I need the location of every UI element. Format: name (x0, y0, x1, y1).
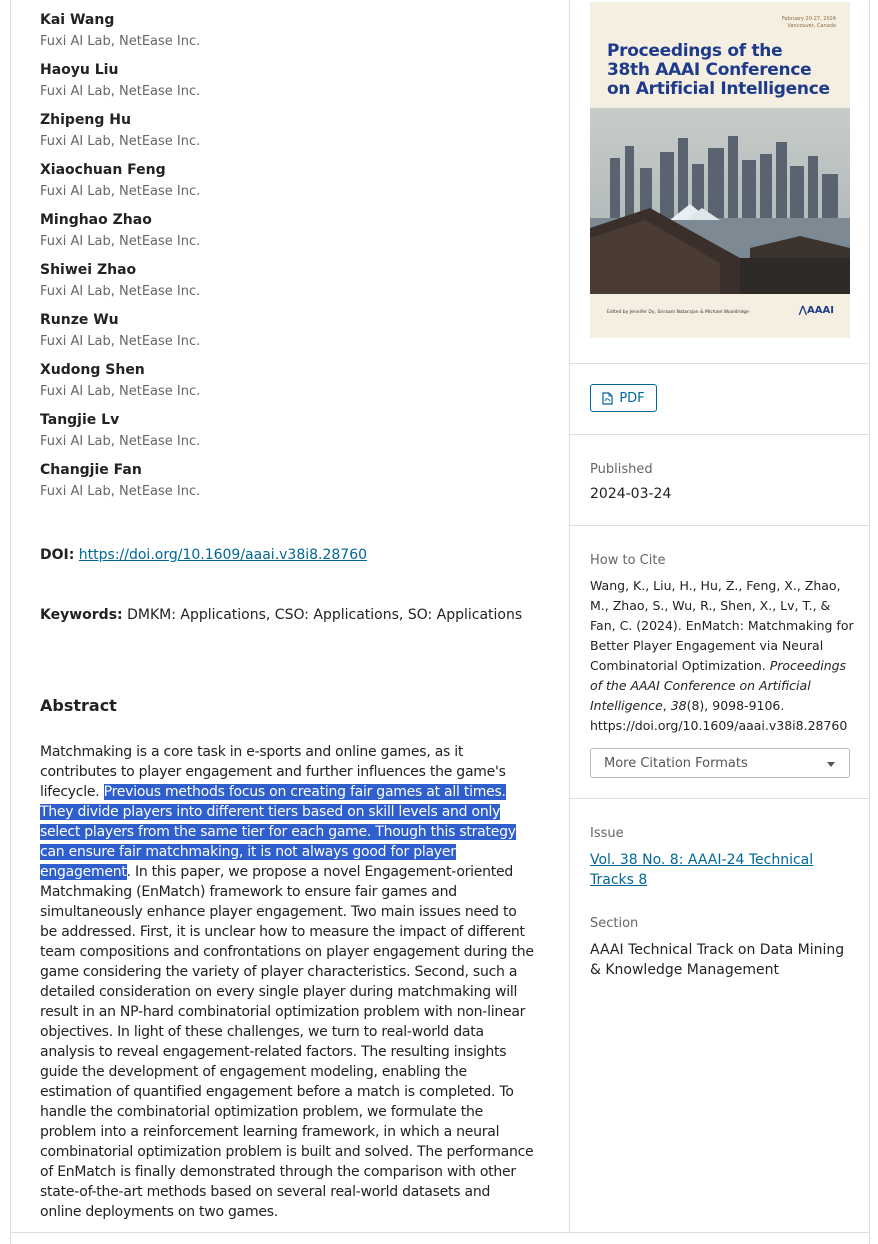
citation-formats-label: More Citation Formats (604, 755, 748, 771)
author-item (40, 100, 540, 150)
bottom-divider (10, 1232, 870, 1233)
author-name: Changjie Fan (40, 462, 142, 478)
keywords-row (40, 607, 522, 623)
abstract-selected-text: Previous methods focus on creating fair games at all times. They divide players into different tiers based on skill levels and only select players from the same tier for each game. Though this strategy can ensure fair matchmaking, it is not always good for player engagement (40, 784, 516, 880)
author-affiliation: Fuxi AI Lab, NetEase Inc. (40, 284, 201, 299)
author-affiliation: Fuxi AI Lab, NetEase Inc. (40, 334, 201, 349)
section-value: AAAI Technical Track on Data Mining & Knowledge Management (590, 942, 845, 978)
author-item (40, 450, 540, 500)
author-item (40, 350, 540, 400)
citation-text: Wang, K., Liu, H., Hu, Z., Feng, X., Zhao, M., Zhao, S., Wu, R., Shen, X., Lv, T., & Fan, C. (2024). EnMatch: Matchmaking for Better Player Engagement via Neural Combinatorial Optimization. Proceedings of the AAAI Conference on Artificial Intelligence, 38(8), 9098-9106. https://doi.org/10.1609/aaai.v38i8.28760 (590, 578, 854, 733)
sidebar-divider (570, 434, 870, 435)
author-name: Haoyu Liu (40, 62, 119, 78)
aaai-logo-icon: ⋀ (798, 305, 808, 316)
abstract-text-before: Matchmaking is a core task in e-sports and online games, as it contributes to player engagement and further influences the game's lifecycle. (40, 744, 506, 800)
author-item (40, 300, 540, 350)
cover-skyline-photo (590, 108, 850, 294)
pdf-button-label: PDF (619, 390, 645, 406)
author-name: Xiaochuan Feng (40, 162, 166, 178)
abstract-heading: Abstract (40, 696, 117, 715)
author-item (40, 0, 540, 50)
chevron-down-icon (827, 762, 835, 767)
author-name: Shiwei Zhao (40, 262, 137, 278)
published-label: Published (590, 462, 653, 477)
author-name: Kai Wang (40, 12, 115, 28)
published-date: 2024-03-24 (590, 486, 672, 502)
pdf-file-icon (602, 392, 613, 405)
author-affiliation: Fuxi AI Lab, NetEase Inc. (40, 34, 201, 49)
issue-label: Issue (590, 826, 624, 841)
issue-cover-image[interactable] (590, 2, 850, 338)
issue-link[interactable]: Vol. 38 No. 8: AAAI-24 Technical Tracks 8 (590, 852, 814, 888)
author-name: Minghao Zhao (40, 212, 152, 228)
author-item (40, 50, 540, 100)
cover-editors: Edited by Jennifer Dy, Sriraam Natarajan & Michael Wooldridge (607, 310, 750, 315)
author-affiliation: Fuxi AI Lab, NetEase Inc. (40, 484, 201, 499)
author-affiliation: Fuxi AI Lab, NetEase Inc. (40, 434, 201, 449)
abstract-text (40, 742, 535, 1222)
author-item (40, 150, 540, 200)
column-divider (569, 0, 570, 1233)
cover-aaai-logo: ⋀AAAI (798, 305, 834, 316)
author-name: Zhipeng Hu (40, 112, 131, 128)
author-affiliation: Fuxi AI Lab, NetEase Inc. (40, 134, 201, 149)
section-label: Section (590, 916, 639, 931)
author-affiliation: Fuxi AI Lab, NetEase Inc. (40, 184, 201, 199)
sidebar-divider (570, 525, 870, 526)
sidebar-divider (570, 798, 870, 799)
how-to-cite-label: How to Cite (590, 553, 666, 568)
pdf-download-button[interactable] (590, 384, 657, 412)
author-affiliation: Fuxi AI Lab, NetEase Inc. (40, 84, 201, 99)
author-affiliation: Fuxi AI Lab, NetEase Inc. (40, 384, 201, 399)
author-list (40, 0, 540, 500)
author-name: Runze Wu (40, 312, 119, 328)
doi-link[interactable]: https://doi.org/10.1609/aaai.v38i8.28760 (78, 547, 368, 563)
cover-title: Proceedings of the 38th AAAI Conference on Artificial Intelligence (607, 41, 830, 99)
citation-formats-dropdown[interactable] (590, 748, 850, 778)
doi-row (40, 547, 367, 563)
cover-date: February 20-27, 2024 Vancouver, Canada (781, 16, 836, 29)
doi-label: DOI: (40, 547, 75, 563)
author-name: Tangjie Lv (40, 412, 120, 428)
author-item (40, 400, 540, 450)
author-item (40, 200, 540, 250)
author-affiliation: Fuxi AI Lab, NetEase Inc. (40, 234, 201, 249)
author-item (40, 250, 540, 300)
keywords-label: Keywords: (40, 607, 123, 623)
sidebar-divider (570, 363, 870, 364)
abstract-text-after: . In this paper, we propose a novel Engagement-oriented Matchmaking (EnMatch) framework to ensure fair games and simultaneously enhance player engagement. Two main issues need to be addressed. First, it is unclear how to measure the impact of different team compositions and confrontations on player engagement during the game considering the variety of player characteristics. Second, such a detailed consideration on every single player during matchmaking will result in an NP-hard combinatorial optimization problem with non-linear objectives. In light of these challenges, we turn to real-world data analysis to reveal engagement-related factors. The resulting insights guide the development of engagement modeling, enabling the estimation of quantified engagement before a match is completed. To handle the combinatorial optimization problem, we formulate the problem into a reinforcement learning framework, in which a neural combinatorial optimization problem is built and solved. The performance of EnMatch is finally demonstrated through the comparison with other state-of-the-art methods based on several real-world datasets and online deployments on two games. (40, 864, 534, 1220)
author-name: Xudong Shen (40, 362, 145, 378)
keywords-value: DMKM: Applications, CSO: Applications, SO: Applications (127, 607, 523, 623)
